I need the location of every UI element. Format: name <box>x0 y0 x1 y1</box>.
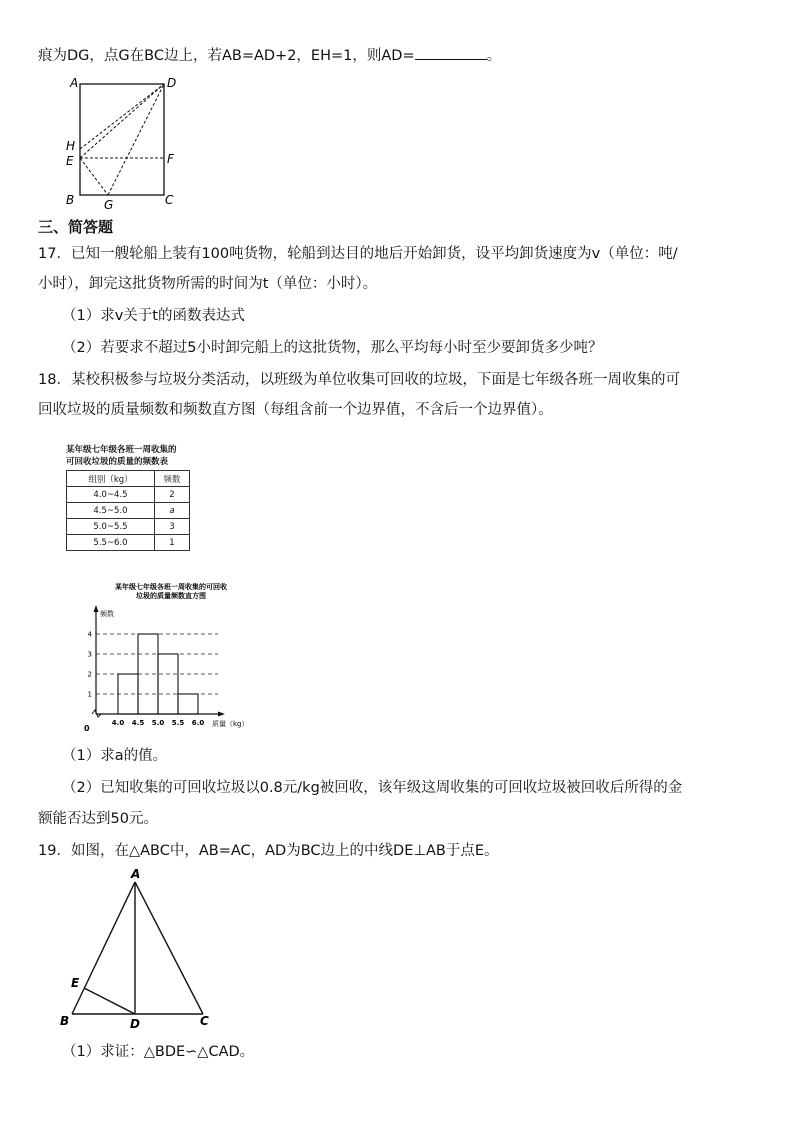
q17-line2: 小时），卸完这批货物所需的时间为t（单位：小时）。 <box>38 276 378 292</box>
label-a: A <box>70 76 79 90</box>
rectangle-fold-figure <box>60 74 190 214</box>
q16-tail-end: 。 <box>486 48 502 64</box>
table-cell: 5.5~6.0 <box>67 535 155 551</box>
q18-line2: 回收垃圾的质量频数和频数直方图（每组含前一个边界值，不含后一个边界值）。 <box>38 402 553 418</box>
y-axis-label: 频数 <box>100 610 114 618</box>
table-header-cell: 频数 <box>155 471 190 487</box>
q18-part2-line1: （2）已知收集的可回收垃圾以0.8元/kg被回收，该年级这周收集的可回收垃圾被回收后所得的金 <box>62 780 683 796</box>
table-cell: 4.0~4.5 <box>67 487 155 503</box>
table-title-line2: 可回收垃圾的质量的频数表 <box>66 457 169 467</box>
table-header-row <box>67 471 190 487</box>
x-axis-label: 质量（kg） <box>212 720 249 728</box>
table-title-line1: 某年级七年级各班一周收集的 <box>66 445 177 455</box>
frequency-table-block <box>66 444 190 551</box>
label-f: F <box>167 152 174 166</box>
q19-line1: 19．如图，在△ABC中，AB=AC，AD为BC边上的中线DE⊥AB于点E。 <box>38 843 499 859</box>
label-a: A <box>131 867 141 881</box>
label-c: C <box>200 1014 209 1028</box>
label-d: D <box>167 76 177 90</box>
x-tick-label: 6.0 <box>191 719 205 727</box>
x-axis-arrow <box>218 712 225 717</box>
table-row <box>67 535 190 551</box>
label-b: B <box>66 193 75 207</box>
segment-ab <box>72 882 135 1014</box>
label-e: E <box>66 154 74 168</box>
table-row <box>67 503 190 519</box>
q19-part1: （1）求证：△BDE∽△CAD。 <box>62 1044 255 1060</box>
x-tick-label: 5.0 <box>151 719 165 727</box>
q17-part2: （2）若要求不超过5小时卸完船上的这批货物，那么平均每小时至少要卸货多少吨？ <box>62 340 603 356</box>
x-tick-label: 4.0 <box>111 719 125 727</box>
section-title: 三、简答题 <box>38 218 114 236</box>
q18-part2-line2: 额能否达到50元。 <box>38 811 158 827</box>
origin-label: 0 <box>84 724 90 733</box>
label-e: E <box>71 976 80 990</box>
table-row <box>67 487 190 503</box>
frequency-histogram <box>74 580 264 735</box>
q18-line1: 18．某校积极参与垃圾分类活动，以班级为单位收集可回收的垃圾，下面是七年级各班一周收集的可 <box>38 372 680 388</box>
y-tick-label: 2 <box>87 670 92 679</box>
segment-gd <box>108 84 164 195</box>
table-cell: 5.0~5.5 <box>67 519 155 535</box>
answer-blank[interactable] <box>415 45 487 60</box>
table-header-cell: 组别（kg） <box>67 471 155 487</box>
q17-part1: （1）求v关于t的函数表达式 <box>62 308 245 324</box>
histogram-title-line1: 某年级七年级各班一周收集的可回收 <box>115 583 227 591</box>
segment-de <box>84 988 135 1014</box>
table-cell: 4.5~5.0 <box>67 503 155 519</box>
histogram-bar <box>178 694 198 714</box>
segment-hd <box>80 84 164 149</box>
table-cell: a <box>155 503 190 519</box>
table-cell: 1 <box>155 535 190 551</box>
label-g: G <box>104 198 114 212</box>
histogram-bar <box>158 654 178 714</box>
y-tick-label: 4 <box>87 630 92 639</box>
q16-tail-line <box>38 45 501 66</box>
table-cell: 3 <box>155 519 190 535</box>
label-c: C <box>165 193 174 207</box>
q17-line1: 17．已知一艘轮船上装有100吨货物，轮船到达目的地后开始卸货，设平均卸货速度为v（单位：吨/ <box>38 246 678 262</box>
x-tick-label: 4.5 <box>131 719 145 727</box>
label-b: B <box>60 1014 70 1028</box>
y-axis-arrow <box>94 605 99 612</box>
triangle-figure <box>56 866 226 1032</box>
table-cell: 2 <box>155 487 190 503</box>
q18-part1: （1）求a的值。 <box>62 748 168 764</box>
table-row <box>67 519 190 535</box>
segment-ac <box>135 882 203 1014</box>
label-d: D <box>130 1017 140 1031</box>
y-tick-label: 3 <box>87 650 92 659</box>
histogram-title-line2: 垃圾的质量频数直方图 <box>136 592 206 600</box>
label-h: H <box>66 139 76 153</box>
frequency-table <box>66 470 190 551</box>
q16-tail-text: 痕为DG，点G在BC边上，若AB=AD+2，EH=1，则AD= <box>38 48 415 64</box>
segment-eg <box>80 158 108 195</box>
x-tick-label: 5.5 <box>171 719 185 727</box>
y-tick-label: 1 <box>87 690 92 699</box>
segment-ed <box>80 84 164 158</box>
